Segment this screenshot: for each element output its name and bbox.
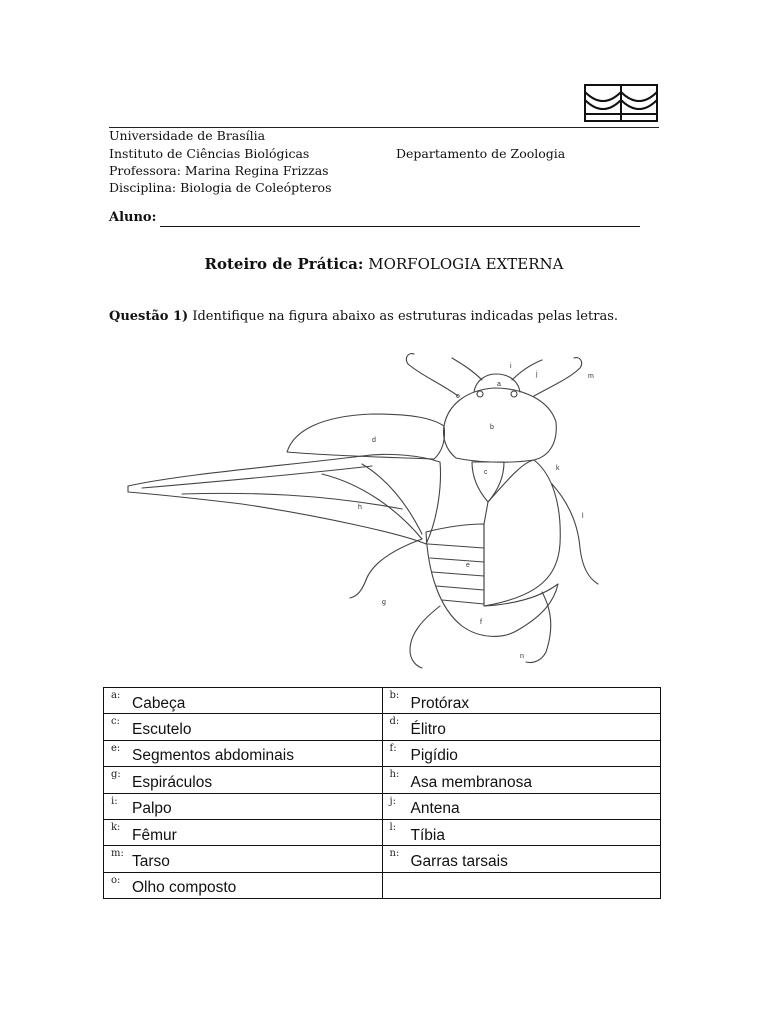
answer-cell[interactable] [104, 846, 383, 872]
answer-letter: a: [111, 690, 121, 701]
university-logo-icon [584, 84, 658, 122]
answer-cell[interactable] [104, 793, 383, 819]
table-row [104, 740, 661, 766]
answer-text: Fêmur [132, 826, 177, 844]
answer-cell[interactable] [382, 872, 661, 898]
professor-name: Professora: Marina Regina Frizzas [109, 163, 329, 178]
answer-cell[interactable] [382, 688, 661, 714]
answer-cell[interactable] [104, 740, 383, 766]
figure-label-d: d [372, 437, 376, 444]
table-row [104, 819, 661, 845]
answer-cell[interactable] [382, 767, 661, 793]
answer-letter: n: [389, 848, 400, 860]
answer-text: Antena [410, 800, 460, 818]
figure-label-m: m [588, 373, 594, 380]
department-name: Departamento de Zoologia [396, 146, 566, 161]
answer-letter: e: [111, 742, 121, 754]
answer-letter: b: [389, 690, 400, 701]
answer-letter: m: [111, 848, 124, 860]
beetle-diagram [122, 334, 622, 674]
table-row [104, 793, 661, 819]
answer-cell[interactable] [382, 714, 661, 740]
figure-label-o: o [456, 393, 460, 400]
answer-letter: f: [389, 742, 397, 754]
answers-table [103, 687, 661, 899]
answer-text: Tarso [132, 853, 170, 871]
answer-text: Protórax [410, 694, 470, 712]
figure-label-h: h [358, 504, 362, 511]
answer-cell[interactable] [104, 714, 383, 740]
answer-text: Espiráculos [132, 773, 213, 791]
figure-label-j: j [536, 371, 538, 378]
answer-text [383, 882, 661, 888]
table-row [104, 846, 661, 872]
answer-text: Escutelo [132, 721, 192, 739]
page-title [0, 255, 768, 273]
answer-letter: l: [389, 821, 397, 833]
figure-label-n: n [520, 653, 524, 660]
answer-cell[interactable] [104, 872, 383, 898]
answer-letter: j: [389, 795, 396, 807]
answer-letter: g: [111, 769, 121, 781]
answer-letter: d: [389, 716, 400, 728]
student-label: Aluno: [109, 210, 157, 225]
figure-label-g: g [382, 599, 386, 606]
table-row [104, 688, 661, 714]
answer-text: Asa membranosa [410, 773, 532, 791]
answer-cell[interactable] [382, 846, 661, 872]
answer-cell[interactable] [104, 688, 383, 714]
answer-letter: h: [389, 769, 400, 781]
answer-text: Pigídio [410, 747, 458, 765]
student-name-field[interactable] [160, 226, 640, 227]
answer-cell[interactable] [382, 819, 661, 845]
figure-label-f: f [480, 619, 482, 626]
figure-label-e: e [466, 562, 470, 569]
question-text: Identifique na figura abaixo as estruturas indicadas pelas letras. [192, 309, 618, 324]
answer-cell[interactable] [382, 740, 661, 766]
question-1 [109, 309, 618, 324]
answer-letter: c: [111, 716, 120, 728]
title-main: MORFOLOGIA EXTERNA [368, 255, 564, 273]
question-label: Questão 1) [109, 309, 189, 324]
institute-name: Instituto de Ciências Biológicas [109, 146, 310, 161]
table-row [104, 714, 661, 740]
answer-text: Tíbia [410, 826, 445, 844]
answer-cell[interactable] [104, 767, 383, 793]
answer-letter: i: [111, 795, 118, 807]
table-row [104, 872, 661, 898]
answer-text: Garras tarsais [410, 853, 508, 871]
figure-label-l: l [582, 513, 584, 520]
answer-text: Segmentos abdominais [132, 747, 294, 765]
answer-text: Palpo [132, 800, 172, 818]
table-row [104, 767, 661, 793]
answer-letter: o: [111, 874, 121, 886]
figure-label-a: a [497, 381, 501, 388]
answer-cell[interactable] [382, 793, 661, 819]
university-name: Universidade de Brasília [109, 128, 266, 143]
figure-label-i: i [510, 363, 512, 370]
discipline-name: Disciplina: Biologia de Coleópteros [109, 180, 332, 195]
answer-text: Olho composto [132, 879, 237, 897]
figure-label-b: b [490, 424, 494, 431]
title-prefix: Roteiro de Prática: [204, 255, 364, 273]
figure-label-k: k [556, 465, 560, 472]
answer-text: Cabeça [132, 694, 186, 712]
answer-cell[interactable] [104, 819, 383, 845]
answer-letter: k: [111, 821, 121, 833]
figure-label-c: c [484, 469, 488, 476]
answer-text: Élitro [410, 721, 446, 739]
